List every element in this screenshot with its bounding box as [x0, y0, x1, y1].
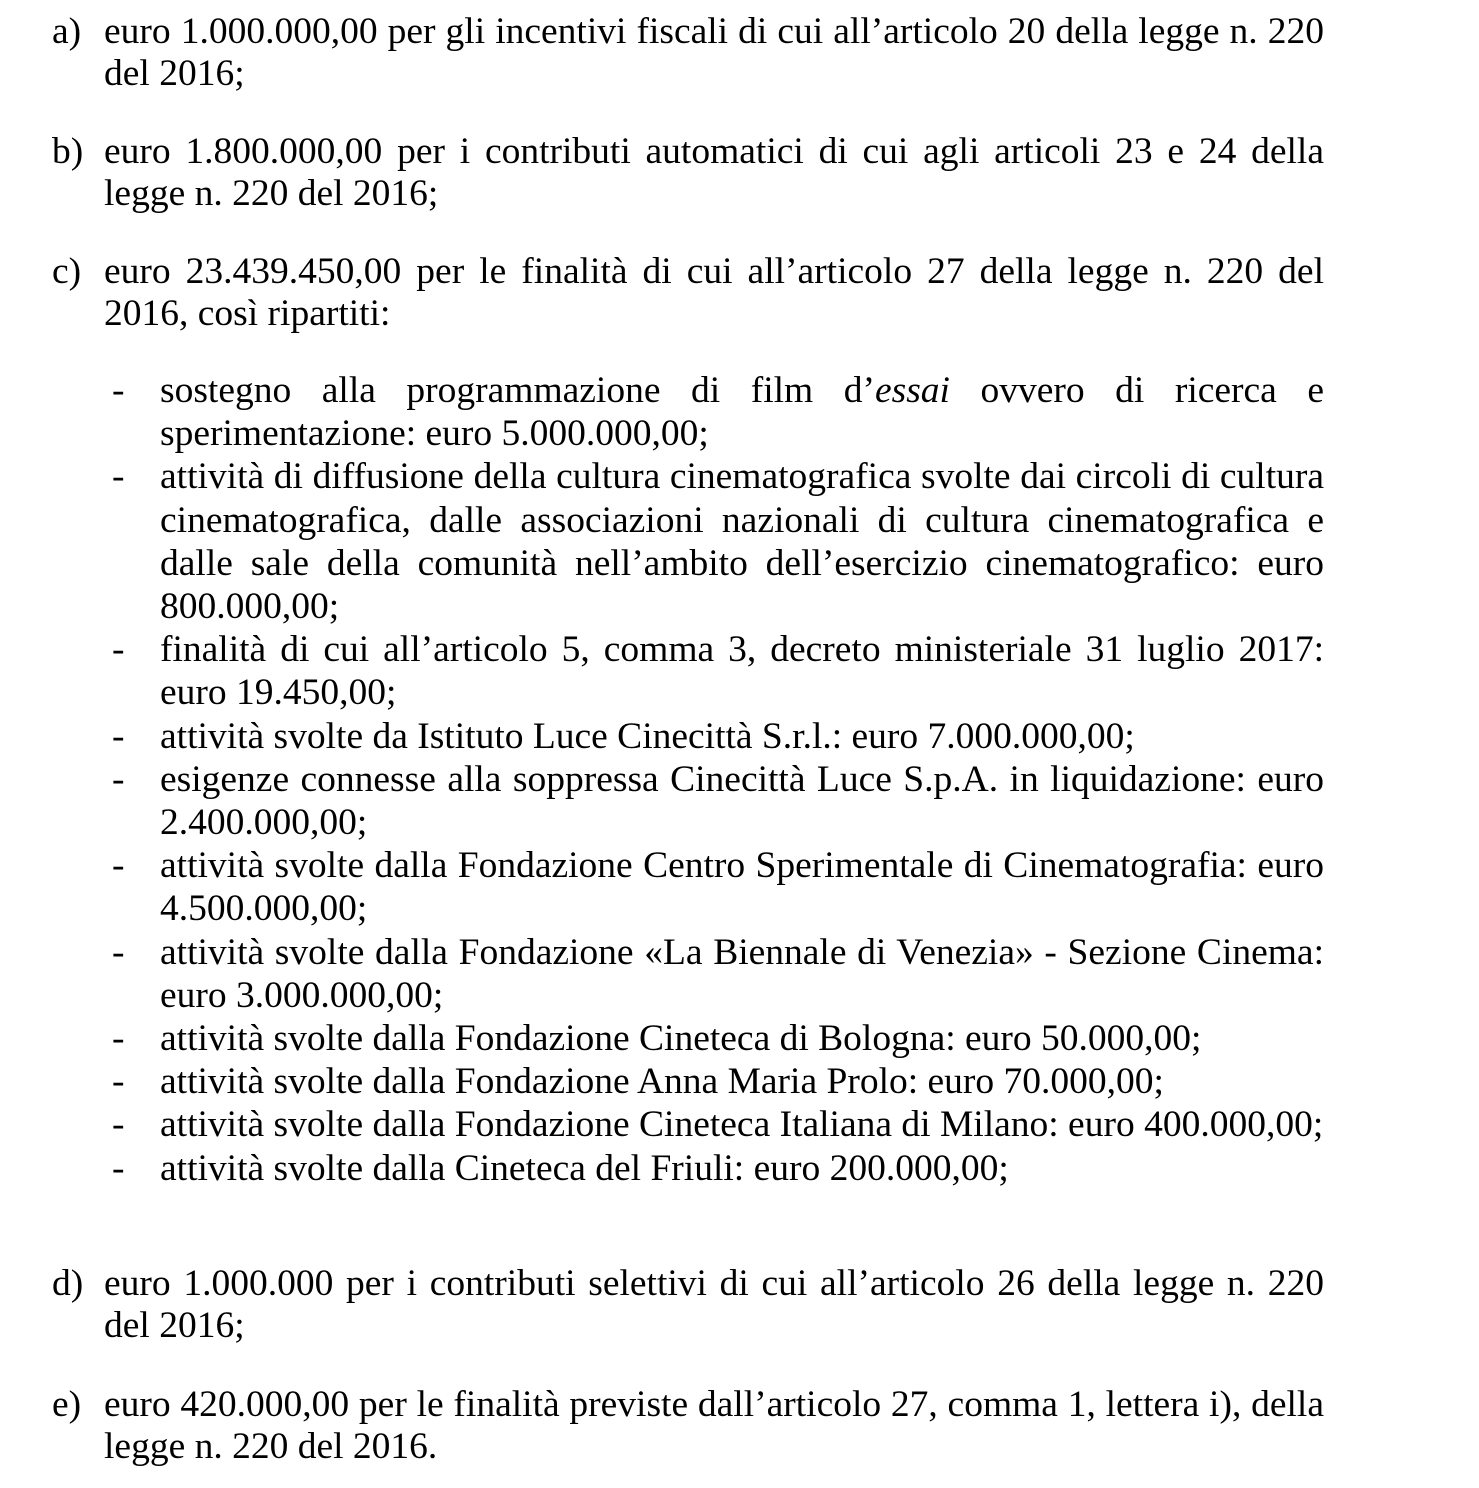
list-item-c	[52, 251, 1324, 335]
item-text: euro 1.800.000,00 per i contributi automatici di cui agli articoli 23 e 24 della legge n. 220 del 2016;	[104, 131, 1324, 214]
item-text: euro 23.439.450,00 per le finalità di cui all’articolo 27 della legge n. 220 del 2016, così ripartiti:	[104, 251, 1324, 334]
sub-list-item: - attività svolte dalla Fondazione Cineteca di Bologna: euro 50.000,00;	[112, 1018, 1202, 1060]
item-marker: b)	[52, 131, 84, 172]
sub-list-item: - attività svolte dalla Fondazione «La Biennale di Venezia» - Sezione Cinema: euro 3.000.000,00;	[112, 931, 1324, 1016]
item-marker: d)	[52, 1263, 84, 1304]
item-marker: e)	[52, 1384, 82, 1425]
item-text: euro 1.000.000,00 per gli incentivi fiscali di cui all’articolo 20 della legge n. 220 del 2016;	[104, 11, 1324, 94]
sub-list-item: - sostegno alla programmazione di film d’essai ovvero di ricerca e sperimentazione: euro 5.000.000,00;	[112, 370, 1324, 455]
sub-list-item: - esigenze connesse alla soppressa Cinecittà Luce S.p.A. in liquidazione: euro 2.400.000,00;	[112, 758, 1324, 844]
item-text: euro 420.000,00 per le finalità previste dall’articolo 27, comma 1, lettera i), della legge n. 220 del 2016.	[104, 1384, 1324, 1467]
bullet-dash: -	[112, 370, 125, 411]
bullet-dash: -	[112, 758, 125, 800]
item-marker: a)	[52, 11, 82, 52]
bullet-dash: -	[112, 715, 125, 757]
bullet-dash: -	[112, 1104, 125, 1146]
bullet-dash: -	[112, 1061, 125, 1103]
sub-list-item: - attività svolte dalla Fondazione Centro Sperimentale di Cinematografia: euro 4.500.000,00;	[112, 845, 1324, 930]
sub-list	[110, 369, 1324, 1190]
bullet-dash: -	[112, 1147, 125, 1189]
sub-list-item: - attività svolte da Istituto Luce Cinecittà S.r.l.: euro 7.000.000,00;	[112, 715, 1135, 757]
bullet-dash: -	[112, 1018, 125, 1060]
item-text: euro 1.000.000 per i contributi selettivi di cui all’articolo 26 della legge n. 220 del 2016;	[104, 1263, 1324, 1346]
bullet-dash: -	[112, 845, 125, 887]
list-item-d	[52, 1263, 1324, 1347]
sub-list-item: - attività di diffusione della cultura cinematografica svolte dai circoli di cultura cinematografica, dalle associazioni nazionali di cultura cinematografica e dalle sale della comunità nell’ambito dell’esercizio cinematografico: euro 800.000,00;	[112, 456, 1324, 628]
list-item-b	[52, 131, 1324, 215]
sub-list-item: - finalità di cui all’articolo 5, comma 3, decreto ministeriale 31 luglio 2017: euro 19.450,00;	[112, 629, 1324, 714]
sub-list-item: - attività svolte dalla Fondazione Cineteca Italiana di Milano: euro 400.000,00;	[112, 1104, 1324, 1146]
bullet-dash: -	[112, 931, 125, 973]
list-item-a	[52, 11, 1324, 95]
list-item-e	[52, 1384, 1324, 1468]
item-marker: c)	[52, 251, 82, 292]
sub-list-item: - attività svolte dalla Cineteca del Friuli: euro 200.000,00;	[112, 1147, 1009, 1189]
bullet-dash: -	[112, 456, 125, 498]
italic-term: essai	[874, 370, 950, 411]
sub-list-item: - attività svolte dalla Fondazione Anna Maria Prolo: euro 70.000,00;	[112, 1061, 1164, 1103]
bullet-dash: -	[112, 629, 125, 671]
